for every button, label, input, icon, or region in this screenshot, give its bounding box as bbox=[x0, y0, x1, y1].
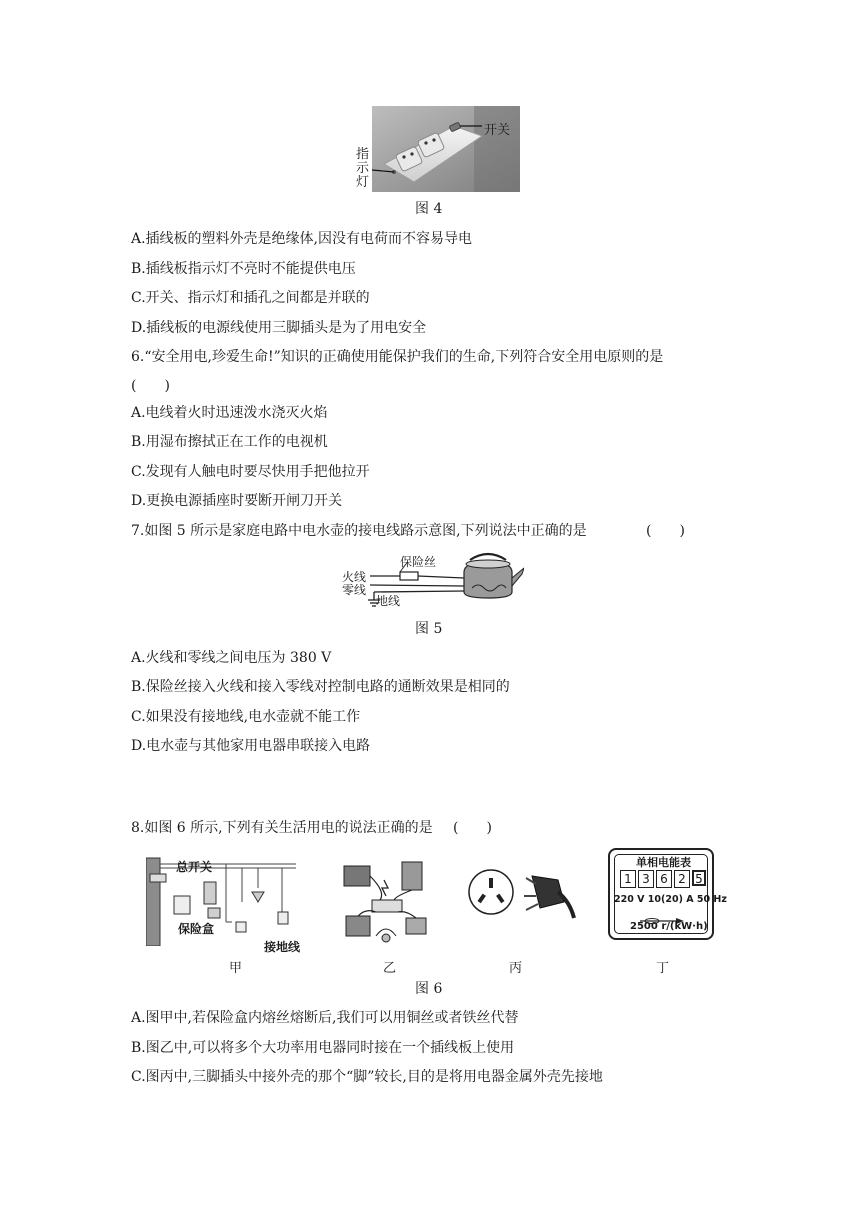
q8-answer-paren: ( ) bbox=[453, 820, 492, 836]
meter-digit-3: 6 bbox=[656, 870, 672, 888]
fig6-label-yi: 乙 bbox=[383, 961, 397, 976]
q7-answer-paren: ( ) bbox=[646, 523, 685, 539]
q5-option-c: C.开关、指示灯和插孔之间都是并联的 bbox=[131, 290, 370, 306]
fig6-label-jia: 甲 bbox=[229, 961, 243, 976]
fig6-meter-rate: 2500 r/(kW·h) bbox=[630, 921, 708, 932]
fig6-label-bing: 丙 bbox=[509, 961, 523, 976]
meter-disc-arrow-icon bbox=[640, 912, 684, 918]
q6-option-a: A.电线着火时迅速泼水浇灭火焰 bbox=[131, 405, 328, 421]
q6-option-c: C.发现有人触电时要尽快用手把他拉开 bbox=[131, 464, 370, 480]
fig6-label-ding: 丁 bbox=[656, 961, 670, 976]
q7-option-c: C.如果没有接地线,电水壶就不能工作 bbox=[131, 709, 361, 725]
q7-option-a: A.火线和零线之间电压为 380 V bbox=[131, 650, 332, 666]
fig4-label-indicator: 指示灯 bbox=[356, 147, 370, 190]
fig6-jia-main-switch: 总开关 bbox=[176, 860, 213, 874]
fig5-label-ground: 地线 bbox=[376, 594, 401, 608]
q8-option-a: A.图甲中,若保险盒内熔丝熔断后,我们可以用铜丝或者铁丝代替 bbox=[131, 1010, 519, 1026]
fig6-meter-title: 单相电能表 bbox=[636, 856, 691, 869]
figure-6-bing-plug bbox=[466, 862, 576, 922]
q5-option-a: A.插线板的塑料外壳是绝缘体,因没有电荷而不容易导电 bbox=[131, 231, 473, 247]
figure-6-jia-wiring bbox=[146, 852, 300, 946]
figure-4-caption: 图 4 bbox=[415, 201, 443, 217]
q8-option-b: B.图乙中,可以将多个大功率用电器同时接在一个插线板上使用 bbox=[131, 1040, 515, 1056]
q6-option-b: B.用湿布擦拭正在工作的电视机 bbox=[131, 434, 328, 450]
figure-6-yi-overload bbox=[336, 852, 436, 948]
figure-5-caption: 图 5 bbox=[415, 621, 443, 637]
meter-digit-5: 5 bbox=[692, 870, 706, 886]
q7-option-d: D.电水壶与其他家用电器串联接入电路 bbox=[131, 738, 371, 754]
fig4-label-switch: 开关 bbox=[484, 123, 511, 138]
q8-option-c: C.图丙中,三脚插头中接外壳的那个“脚”较长,目的是将用电器金属外壳先接地 bbox=[131, 1069, 603, 1085]
q6-answer-paren: ( ) bbox=[131, 378, 170, 394]
meter-digit-1: 1 bbox=[620, 870, 636, 888]
meter-digit-4: 2 bbox=[674, 870, 690, 888]
q5-option-d: D.插线板的电源线使用三脚插头是为了用电安全 bbox=[131, 320, 427, 336]
fig6-jia-ground: 接地线 bbox=[264, 940, 301, 954]
q7-stem: 7.如图 5 所示是家庭电路中电水壶的接电线路示意图,下列说法中正确的是 bbox=[131, 523, 587, 539]
q7-option-b: B.保险丝接入火线和接入零线对控制电路的通断效果是相同的 bbox=[131, 679, 510, 695]
fig6-meter-digits bbox=[620, 870, 706, 888]
fig5-label-live: 火线 bbox=[342, 570, 367, 584]
q8-stem: 8.如图 6 所示,下列有关生活用电的说法正确的是 bbox=[131, 820, 433, 836]
fig5-label-neutral: 零线 bbox=[342, 583, 367, 597]
fig6-jia-fuse-box: 保险盒 bbox=[178, 922, 215, 936]
q6-stem: 6.“安全用电,珍爱生命!”知识的正确使用能保护我们的生命,下列符合安全用电原则的是 bbox=[131, 349, 664, 365]
fig5-label-fuse: 保险丝 bbox=[400, 555, 437, 569]
q6-option-d: D.更换电源插座时要断开闸刀开关 bbox=[131, 493, 343, 509]
figure-6-caption: 图 6 bbox=[415, 981, 443, 997]
fig6-meter-spec: 220 V 10(20) A 50 Hz bbox=[614, 894, 727, 905]
meter-digit-2: 3 bbox=[638, 870, 654, 888]
q5-option-b: B.插线板指示灯不亮时不能提供电压 bbox=[131, 261, 356, 277]
